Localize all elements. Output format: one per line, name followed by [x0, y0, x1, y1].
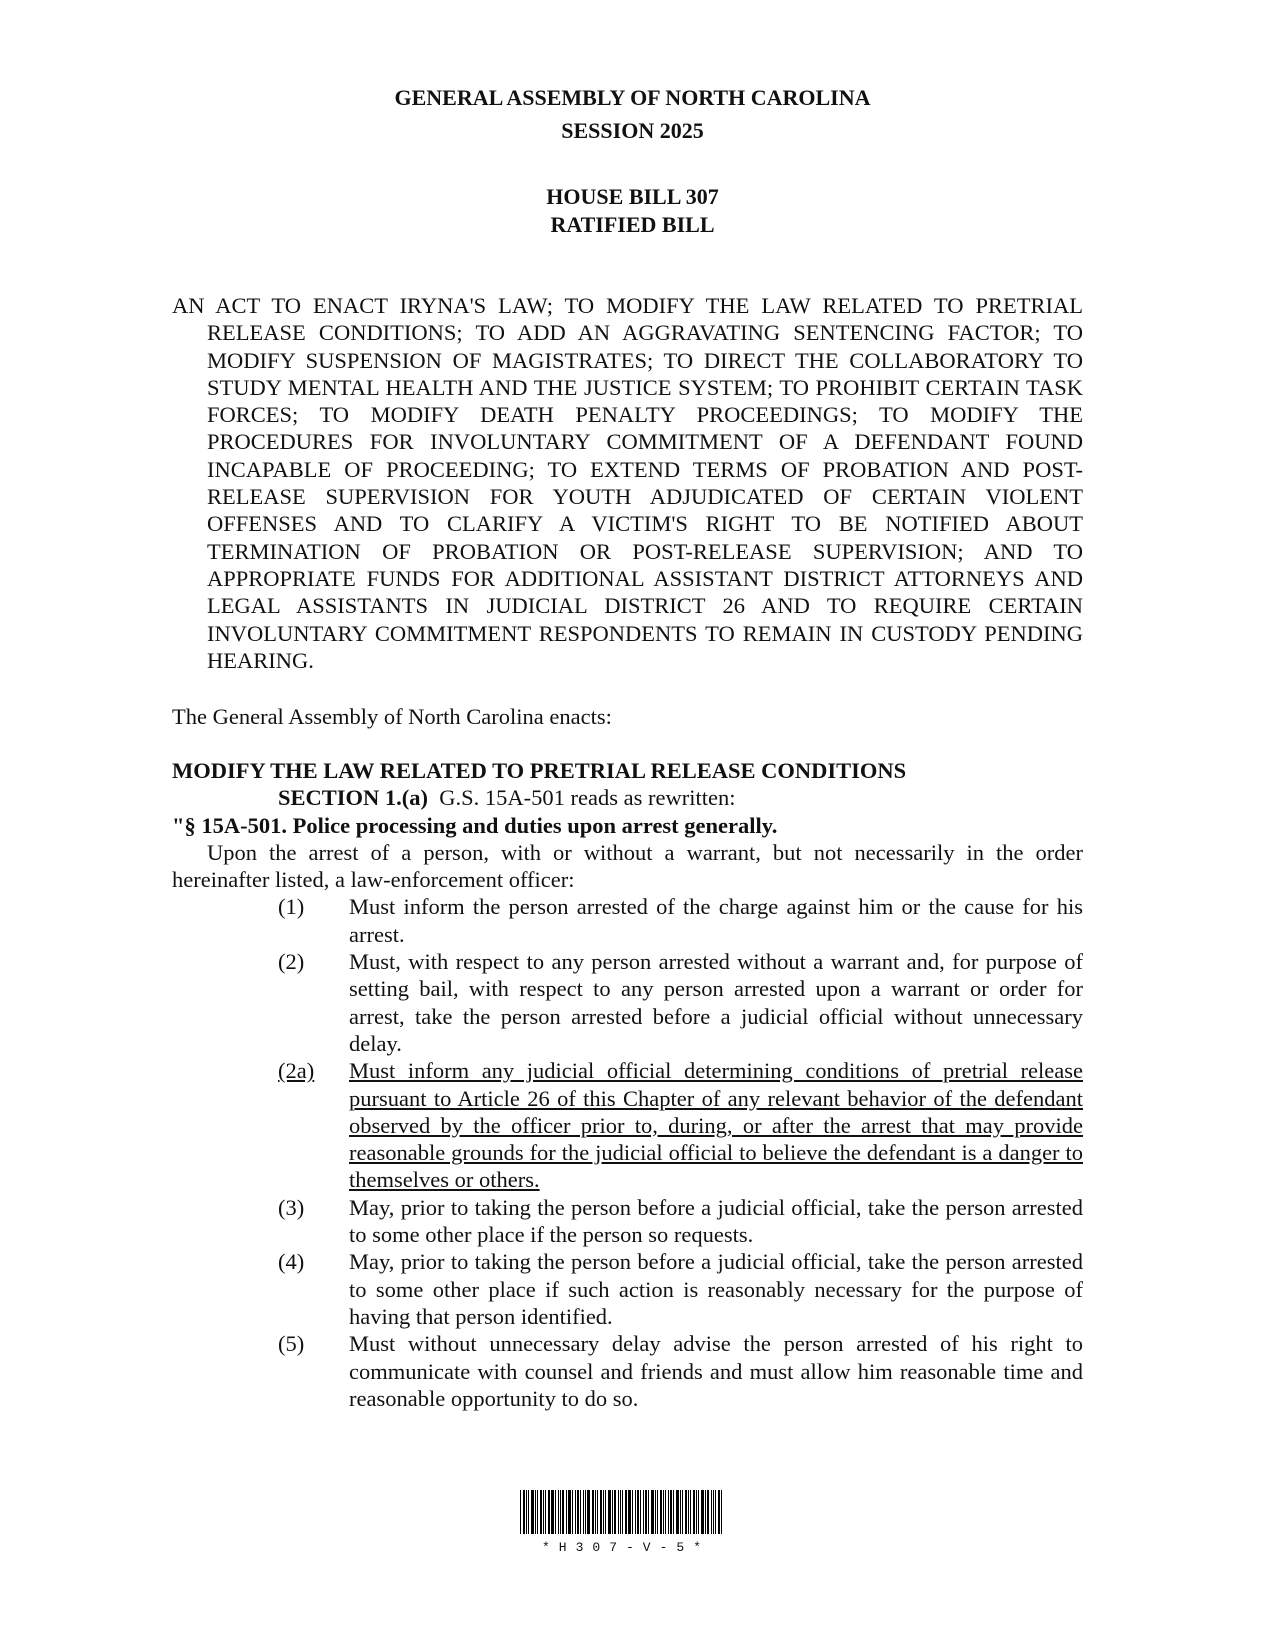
item-number: (5): [278, 1331, 305, 1357]
barcode-bar: [657, 1490, 658, 1534]
barcode-bar: [701, 1490, 704, 1534]
bill-status: RATIFIED BILL: [550, 212, 715, 237]
item-text: May, prior to taking the person before a judicial official, take the person arrested to some other place if such action is reasonably necessary for the purpose of having that person identified.: [349, 1249, 1083, 1329]
barcode-bar: [575, 1490, 576, 1534]
barcode-bar: [698, 1490, 699, 1534]
barcode-bar: [543, 1490, 544, 1534]
barcode-bar: [520, 1490, 521, 1534]
barcode-bar: [718, 1490, 720, 1534]
act-title: AN ACT TO ENACT IRYNA'S LAW; TO MODIFY THE LAW RELATED TO PRETRIAL RELEASE CONDITIONS; TO ADD AN AGGRAVATING SENTENCING FACTOR; TO MODIFY SUSPENSION OF MAGISTRATES; TO DIRECT THE COLLABORATORY TO STUDY MENTAL HEALTH AND THE JUSTICE SYSTEM; TO PROHIBIT CERTAIN TASK FORCES; TO MODIFY DEATH PENALTY PROCEEDINGS; TO MODIFY THE PROCEDURES FOR INVOLUNTARY COMMITMENT OF A DEFENDANT FOUND INCAPABLE OF PROCEEDING; TO EXTEND TERMS OF PROBATION AND POST-RELEASE SUPERVISION FOR YOUTH ADJUDICATED OF CERTAIN VIOLENT OFFENSES AND TO CLARIFY A VICTIM'S RIGHT TO BE NOTIFIED ABOUT TERMINATION OF PROBATION OR POST-RELEASE SUPERVISION; AND TO APPROPRIATE FUNDS FOR ADDITIONAL ASSISTANT DISTRICT ATTORNEYS AND LEGAL ASSISTANTS IN JUDICIAL DISTRICT 26 AND TO REQUIRE CERTAIN INVOLUNTARY COMMITMENT RESPONDENTS TO REMAIN IN CUSTODY PENDING HEARING.: [172, 293, 1083, 673]
barcode-bar: [688, 1490, 689, 1534]
barcode-bar: [670, 1490, 672, 1534]
barcode-bar: [680, 1490, 681, 1534]
barcode-bar: [614, 1490, 616, 1534]
barcode-bar: [721, 1490, 722, 1534]
item-text: May, prior to taking the person before a judicial official, take the person arrested to some other place if the person so requests.: [349, 1194, 1083, 1248]
barcode-bar: [676, 1490, 679, 1534]
barcode-bar: [690, 1490, 691, 1534]
barcode-bar: [545, 1490, 546, 1534]
barcode-bar: [705, 1490, 706, 1534]
barcode-bar: [603, 1490, 604, 1534]
barcode-bar: [597, 1490, 598, 1534]
barcode-bar: [577, 1490, 579, 1534]
barcode-bar: [693, 1490, 695, 1534]
barcode-bar: [592, 1490, 594, 1534]
barcode-bar: [622, 1490, 623, 1534]
list-item-inserted: [172, 1057, 1083, 1193]
barcode-bar: [568, 1490, 571, 1534]
barcode-bar: [526, 1490, 527, 1534]
bill-number: HOUSE BILL 307: [546, 184, 719, 209]
barcode: [520, 1490, 732, 1534]
barcode-text: *H307-V-5*: [541, 1540, 710, 1555]
statute-intro: Upon the arrest of a person, with or without a warrant, but not necessarily in the order hereinafter listed, a law-enforcement officer:: [172, 839, 1083, 893]
barcode-bar: [572, 1490, 573, 1534]
barcode-bar: [587, 1490, 590, 1534]
statute-heading: "§ 15A-501. Police processing and duties upon arrest generally.: [172, 812, 778, 838]
barcode-bar: [628, 1490, 631, 1534]
item-text: Must inform any judicial official determining conditions of pretrial release pursuant to Article 26 of this Chapter of any relevant behavior of the defendant observed by the officer prior to, during, or after the arrest that may provide reasonable grounds for the judicial official to believe the defendant is a danger to themselves or others.: [349, 1058, 1083, 1193]
barcode-bar: [523, 1490, 525, 1534]
assembly-title: GENERAL ASSEMBLY OF NORTH CAROLINA: [394, 85, 871, 110]
barcode-bar: [595, 1490, 596, 1534]
part-heading: MODIFY THE LAW RELATED TO PRETRIAL RELEASE CONDITIONS: [172, 758, 907, 783]
list-item: [172, 893, 1083, 948]
item-number: (4): [278, 1249, 305, 1275]
item-number: (2a): [278, 1058, 315, 1084]
item-number: (3): [278, 1194, 305, 1220]
barcode-bar: [531, 1490, 534, 1534]
section-line: [172, 784, 1083, 811]
list-item: [172, 948, 1083, 1057]
bill-body: [172, 757, 1083, 1412]
barcode-bar: [562, 1490, 564, 1534]
barcode-bar: [555, 1490, 556, 1534]
barcode-bar: [715, 1490, 716, 1534]
list-item: [172, 1330, 1083, 1412]
item-text: Must, with respect to any person arrested without a warrant and, for purpose of setting bail, with respect to any person arrested upon a warrant or order for arrest, take the person arrested before a judicial official without unnecessary delay.: [349, 949, 1083, 1056]
barcode-bar: [696, 1490, 697, 1534]
barcode-bar: [707, 1490, 709, 1534]
barcode-bar: [682, 1490, 683, 1534]
barcode-bar: [685, 1490, 687, 1534]
barcode-bar: [632, 1490, 633, 1534]
barcode-bar: [566, 1490, 567, 1534]
barcode-bar: [651, 1490, 654, 1534]
item-text: Must without unnecessary delay advise the person arrested of his right to communicate with counsel and friends and must allow him reasonable time and reasonable opportunity to do so.: [349, 1331, 1083, 1411]
barcode-bar: [663, 1490, 664, 1534]
barcode-bar: [551, 1490, 554, 1534]
barcode-bar: [668, 1490, 669, 1534]
barcode-bar: [580, 1490, 581, 1534]
barcode-bar: [635, 1490, 636, 1534]
barcode-bar: [648, 1490, 649, 1534]
barcode-bar: [608, 1490, 611, 1534]
list-item: [172, 1194, 1083, 1249]
barcode-bar: [620, 1490, 621, 1534]
barcode-bar: [540, 1490, 542, 1534]
barcode-bar: [605, 1490, 606, 1534]
barcode-bar: [560, 1490, 561, 1534]
barcode-bar: [673, 1490, 674, 1534]
barcode-bar: [535, 1490, 536, 1534]
barcode-bar: [711, 1490, 712, 1534]
barcode-bar: [660, 1490, 662, 1534]
section-text: G.S. 15A-501 reads as rewritten:: [428, 785, 736, 811]
enacting-clause: The General Assembly of North Carolina enacts:: [172, 704, 612, 729]
barcode-bar: [640, 1490, 641, 1534]
barcode-bar: [655, 1490, 656, 1534]
barcode-bar: [713, 1490, 714, 1534]
section-label: SECTION 1.(a): [278, 785, 429, 811]
barcode-bar: [600, 1490, 602, 1534]
item-number: (2): [278, 949, 305, 975]
session-title: SESSION 2025: [561, 118, 704, 143]
barcode-bar: [583, 1490, 584, 1534]
barcode-bar: [558, 1490, 559, 1534]
barcode-bar: [528, 1490, 529, 1534]
list-item: [172, 1248, 1083, 1330]
barcode-bar: [612, 1490, 613, 1534]
item-number: (1): [278, 894, 305, 920]
barcode-bar: [618, 1490, 619, 1534]
barcode-bar: [643, 1490, 644, 1534]
barcode-bar: [537, 1490, 538, 1534]
barcode-bar: [548, 1490, 550, 1534]
barcode-bar: [665, 1490, 666, 1534]
item-text: Must inform the person arrested of the charge against him or the cause for his arrest.: [349, 894, 1083, 947]
barcode-bar: [625, 1490, 627, 1534]
barcode-bar: [637, 1490, 639, 1534]
barcode-bar: [585, 1490, 586, 1534]
barcode-bar: [645, 1490, 647, 1534]
